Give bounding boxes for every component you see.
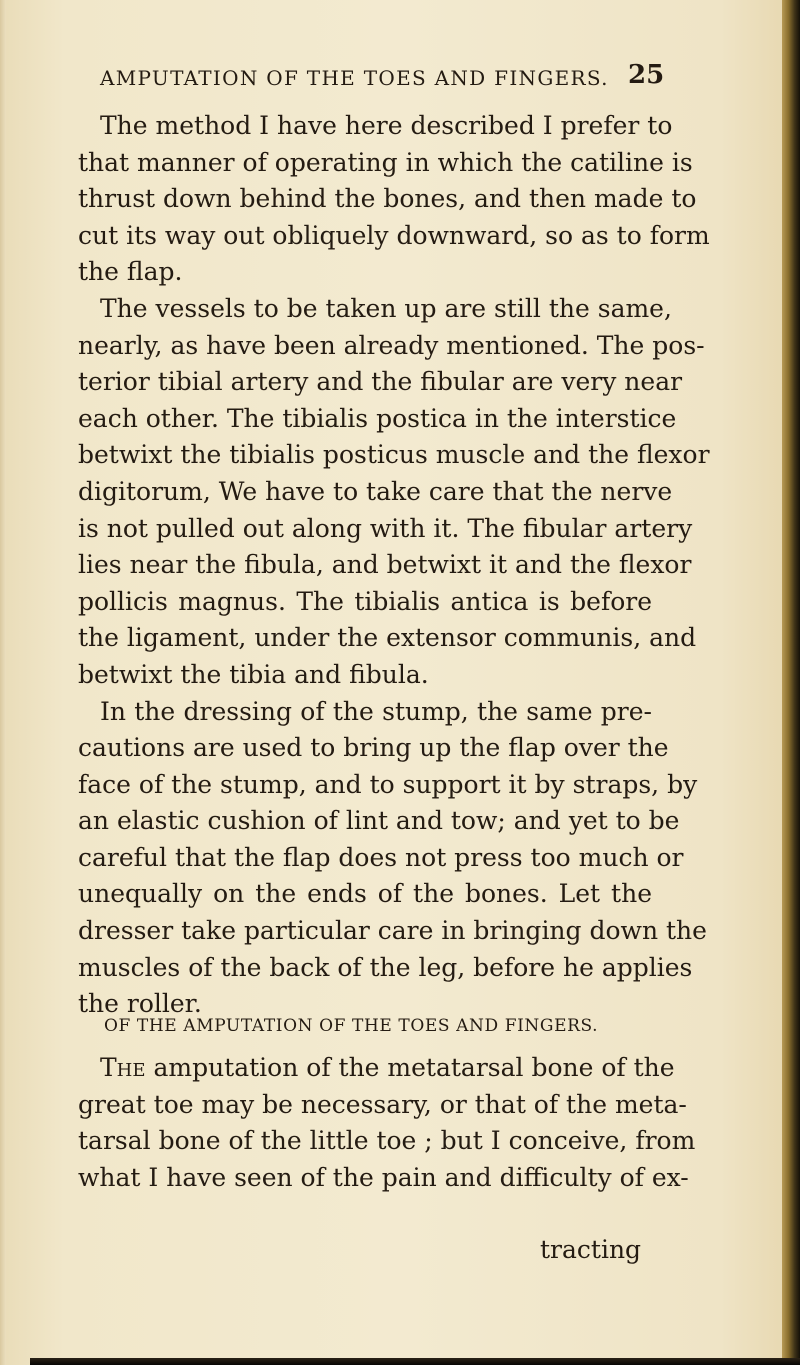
text-line: dresser take particular care in bringing down the <box>78 916 707 946</box>
section-first-word: The <box>100 1053 146 1082</box>
bottom-shadow <box>30 1358 800 1365</box>
running-head: AMPUTATION OF THE TOES AND FINGERS. <box>100 66 609 90</box>
text-line: betwixt the tibialis posticus muscle and the flexor <box>78 440 710 470</box>
text-line: The method I have here described I prefer to <box>100 111 673 140</box>
page-number: 25 <box>628 60 665 90</box>
text-line: muscles of the back of the leg, before he applies <box>78 952 693 982</box>
text-line: face of the stump, and to support it by straps, by <box>78 769 698 799</box>
section-heading: OF THE AMPUTATION OF THE TOES AND FINGERS. <box>104 1016 599 1036</box>
text-line: lies near the fibula, and betwixt it and the flexor <box>78 550 692 580</box>
text-line: what I have seen of the pain and difficulty of ex- <box>78 1162 689 1192</box>
text-line: thrust down behind the bones, and then made to <box>78 184 697 214</box>
text-line: nearly, as have been already mentioned. The pos- <box>78 330 705 360</box>
text-line: the flap. <box>78 257 183 287</box>
text-line: an elastic cushion of lint and tow; and yet to be <box>78 806 680 836</box>
page-left-edge <box>0 0 6 1365</box>
text-line: In the dressing of the stump, the same pre- <box>100 696 652 726</box>
text-line: that manner of operating in which the catiline is <box>78 147 693 177</box>
text-line: the roller. <box>78 989 202 1019</box>
text-line: tarsal bone of the little toe ; but I conceive, from <box>78 1126 696 1156</box>
section-text <box>78 1050 696 1196</box>
text-line: great toe may be necessary, or that of the meta- <box>78 1089 687 1119</box>
text-line: The vessels to be taken up are still the same, <box>100 293 672 323</box>
text-line: terior tibial artery and the fibular are very near <box>78 367 683 397</box>
book-binding-edge <box>782 0 800 1365</box>
body-text <box>78 108 710 1023</box>
text-line: cut its way out obliquely downward, so as to form <box>78 220 710 250</box>
text-line <box>78 1050 675 1087</box>
text-line: is not pulled out along with it. The fibular artery <box>78 513 693 543</box>
text-line: digitorum, We have to take care that the nerve <box>78 476 673 506</box>
text-line: careful that the flap does not press too much or <box>78 842 684 872</box>
text-line: betwixt the tibia and fibula. <box>78 659 429 689</box>
text-line: cautions are used to bring up the flap over the <box>78 733 669 763</box>
catchword: tracting <box>540 1235 642 1264</box>
section-line-rest: amputation of the metatarsal bone of the <box>153 1053 675 1082</box>
text-line: pollicis magnus. The tibialis antica is before <box>78 586 652 616</box>
text-line: the ligament, under the extensor communis, and <box>78 623 697 653</box>
text-line: unequally on the ends of the bones. Let the <box>78 879 652 909</box>
text-line: each other. The tibialis postica in the interstice <box>78 403 677 433</box>
